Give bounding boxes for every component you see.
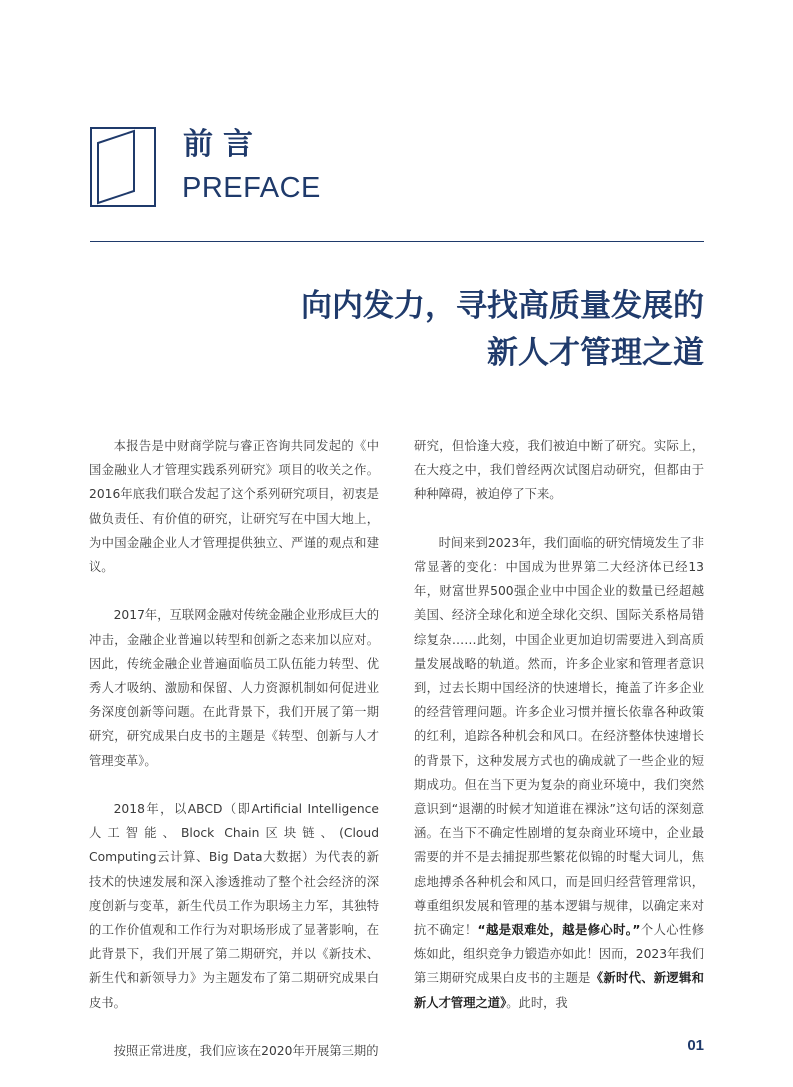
page-title: 前言	[183, 127, 263, 162]
bold-title: 《新时代、新逻辑和新人才管理之道》	[414, 971, 704, 1010]
right-column	[414, 434, 704, 1039]
headline-line-2: 新人才管理之道	[487, 335, 704, 371]
paragraph: 2017年，互联网金融对传统金融企业形成巨大的冲击，金融企业普遍以转型和创新之态来加以应对。因此，传统金融企业普遍面临员工队伍能力转型、优秀人才吸纳、激励和保留、人力资源机制如何促进业务深度创新等问题。在此背景下，我们开展了第一期研究，研究成果白皮书的主题是《转型、创新与人才管理变革》。	[89, 608, 379, 768]
paragraph-text: 个人心性修炼如此，组织竞争力锻造亦如此！因而，2023年我们第三期研究成果白皮书的主题是	[414, 923, 704, 986]
paragraph: 2018年，以ABCD（即Artificial Intelligence人工智能、Block Chain区块链、(Cloud Computing云计算、Big Data大数据）为代表的新技术的快速发展和深入渗透推动了整个社会经济的深度创新与变革，新生代员工作为职场主力军，其独特的工作价值观和工作行为对职场形成了显著影响，在此背景下，我们开展了第二期研究，并以《新技术、新生代和新领导力》为主题发布了第二期研究成果白皮书。	[89, 802, 379, 1010]
headline-line-1: 向内发力，寻找高质量发展的	[301, 288, 704, 324]
page-title-english: PREFACE	[182, 172, 321, 204]
bold-quote: “越是艰难处，越是修心时。”	[477, 923, 641, 938]
paragraph: 按照正常进度，我们应该在2020年开展第三期的	[113, 1044, 379, 1059]
book-icon	[90, 127, 156, 207]
page-number: 01	[687, 1037, 704, 1054]
paragraph: 本报告是中财商学院与睿正咨询共同发起的《中国金融业人才管理实践系列研究》项目的收关之作。2016年底我们联合发起了这个系列研究项目，初衷是做负责任、有价值的研究，让研究写在中国大地上，为中国金融企业人才管理提供独立、严谨的观点和建议。	[89, 439, 379, 575]
paragraph	[414, 531, 704, 1015]
header-divider	[90, 241, 704, 242]
paragraph: 研究，但恰逢大疫，我们被迫中断了研究。实际上，在大疫之中，我们曾经两次试图启动研究，但都由于种种障碍，被迫停了下来。	[414, 439, 704, 502]
left-column	[89, 434, 379, 1087]
paragraph-text: 。此时，我	[506, 995, 568, 1010]
headline	[301, 283, 704, 377]
paragraph-text: 时间来到2023年，我们面临的研究情境发生了非常显著的变化：中国成为世界第二大经济体已经13年，财富世界500强企业中中国企业的数量已经超越美国、经济全球化和逆全球化交织、国际关系格局错综复杂……此刻，中国企业更加迫切需要进入到高质量发展战略的轨道。然而，许多企业家和管理者意识到，过去长期中国经济的快速增长，掩盖了许多企业的经营管理问题。许多企业习惯并擅长依靠各种政策的红利，追踪各种机会和风口。在经济整体快速增长的背景下，这种发展方式也的确成就了一些企业的短期成功。但在当下更为复杂的商业环境中，我们突然意识到“退潮的时候才知道谁在裸泳”这句话的深刻意涵。在当下不确定性剧增的复杂商业环境中，企业最需要的并不是去捕捉那些繁花似锦的时髦大词儿，焦虑地搏杀各种机会和风口，而是回归经营管理常识，尊重组织发展和管理的基本逻辑与规律，以确定来对抗不确定！	[414, 535, 704, 938]
